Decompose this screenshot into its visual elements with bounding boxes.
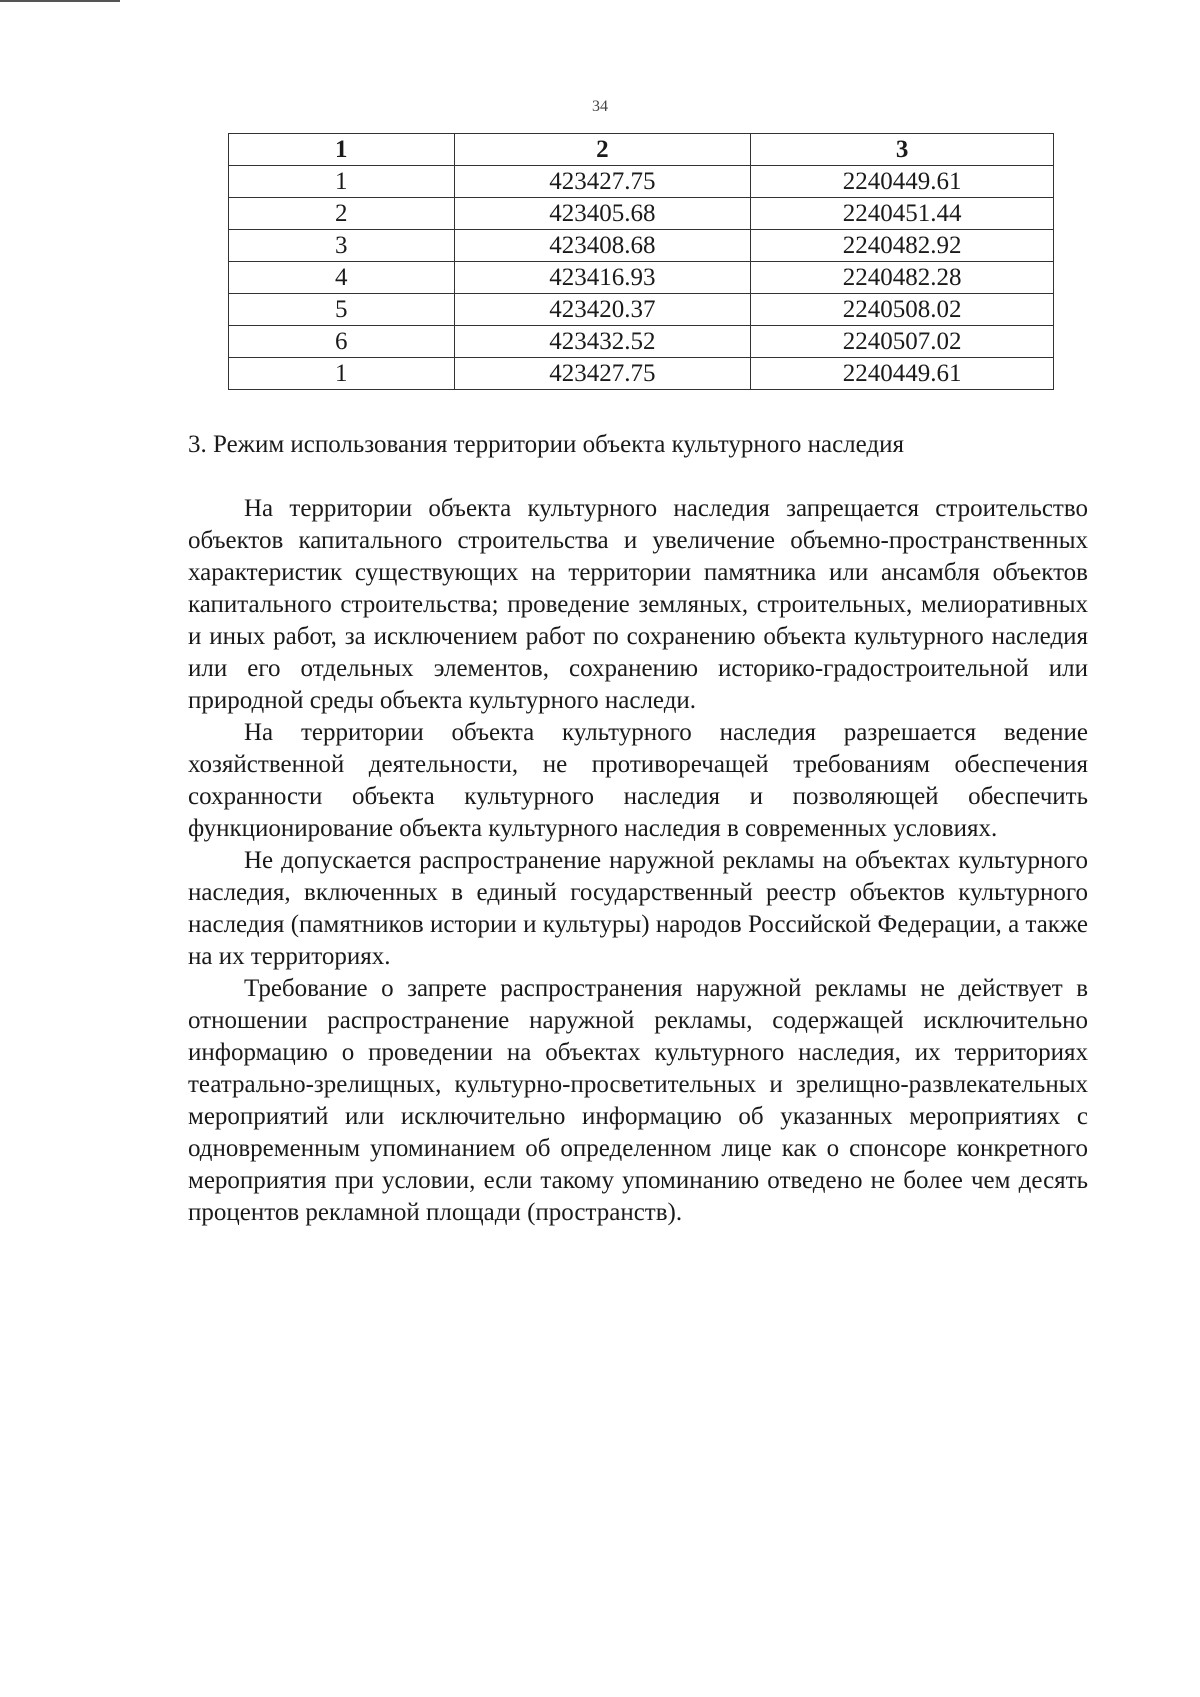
paragraph-economic-activity: На территории объекта культурного наследия разрешается ведение хозяйственной деятельности, не противоречащей требованиям обеспечения сохранности объекта культурного наследия и позволяющей обеспечить функционирование объекта культурного наследия в современных условиях.: [188, 719, 1088, 842]
page-number: 34: [592, 98, 608, 115]
x-coordinate-cell: 423408.68: [454, 230, 751, 262]
y-coordinate-cell: 2240482.28: [751, 262, 1054, 294]
point-number-cell: 5: [229, 294, 455, 326]
point-number-cell: 2: [229, 198, 455, 230]
table-row: [229, 262, 1054, 294]
x-coordinate-cell: 423405.68: [454, 198, 751, 230]
y-coordinate-cell: 2240507.02: [751, 326, 1054, 358]
point-number-cell: 6: [229, 326, 455, 358]
table-row: [229, 166, 1054, 198]
point-number-cell: 1: [229, 166, 455, 198]
y-coordinate-cell: 2240508.02: [751, 294, 1054, 326]
x-coordinate-cell: 423427.75: [454, 166, 751, 198]
x-coordinate-cell: 423420.37: [454, 294, 751, 326]
point-number-cell: 4: [229, 262, 455, 294]
header-cell-3: 3: [751, 134, 1054, 166]
y-coordinate-cell: 2240449.61: [751, 166, 1054, 198]
table-row: [229, 198, 1054, 230]
x-coordinate-cell: 423416.93: [454, 262, 751, 294]
x-coordinate-cell: 423427.75: [454, 358, 751, 390]
table-row: [229, 294, 1054, 326]
paragraph-advertising-ban: Не допускается распространение наружной рекламы на объектах культурного наследия, включенных в единый государственный реестр объектов культурного наследия (памятников истории и культуры) народов Российской Федерации, а также на их территориях.: [188, 847, 1088, 970]
paragraph-advertising-exception: Требование о запрете распространения наружной рекламы не действует в отношении распространение наружной рекламы, содержащей исключительно информацию о проведении на объектах культурного наследия, их территориях театрально-зрелищных, культурно-просветительных и зрелищно-развлекательных мероприятий или исключительно информацию об указанных мероприятиях с одновременным упоминанием об определенном лице как о спонсоре конкретного мероприятия при условии, если такому упоминанию отведено не более чем десять процентов рекламной площади (пространств).: [188, 975, 1088, 1226]
y-coordinate-cell: 2240482.92: [751, 230, 1054, 262]
x-coordinate-cell: 423432.52: [454, 326, 751, 358]
point-number-cell: 1: [229, 358, 455, 390]
point-number-cell: 3: [229, 230, 455, 262]
section-body: [188, 493, 1088, 1229]
y-coordinate-cell: 2240449.61: [751, 358, 1054, 390]
y-coordinate-cell: 2240451.44: [751, 198, 1054, 230]
scan-edge-mark: [0, 0, 120, 2]
table-row: [229, 230, 1054, 262]
table-row: [229, 358, 1054, 390]
table-header-row: [229, 134, 1054, 166]
table-row: [229, 326, 1054, 358]
header-cell-2: 2: [454, 134, 751, 166]
paragraph-construction-ban: На территории объекта культурного наследия запрещается строительство объектов капитального строительства и увеличение объемно-пространственных характеристик существующих на территории памятника или ансамбля объектов капитального строительства; проведение земляных, строительных, мелиоративных и иных работ, за исключением работ по сохранению объекта культурного наследия или его отдельных элементов, сохранению историко-градостроительной или природной среды объекта культурного наследи.: [188, 495, 1088, 714]
header-cell-1: 1: [229, 134, 455, 166]
section-heading: 3. Режим использования территории объекта культурного наследия: [188, 431, 905, 458]
coordinates-table: [228, 133, 1054, 390]
